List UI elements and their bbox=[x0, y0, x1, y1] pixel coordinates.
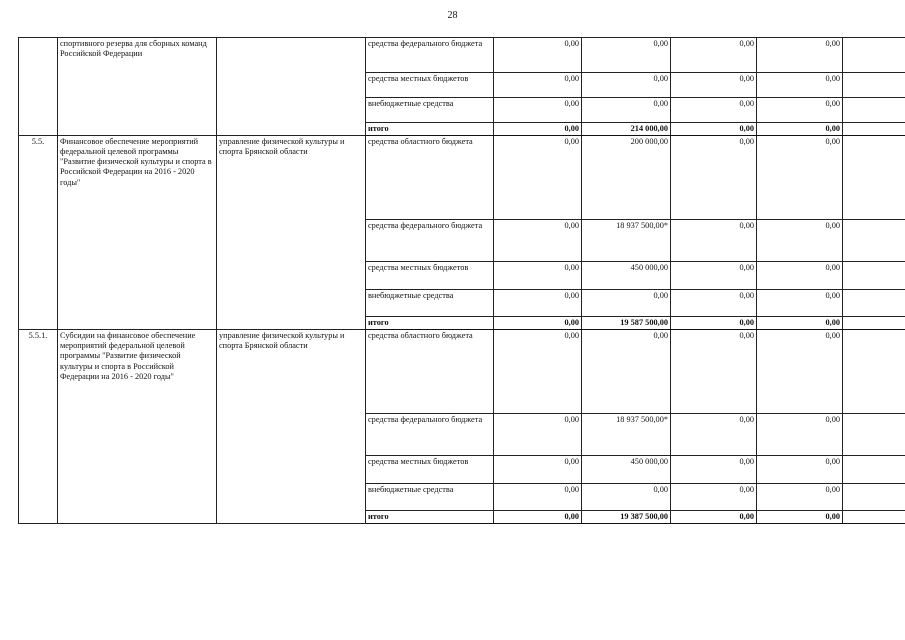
amount-cell: 18 937 500,00* bbox=[582, 414, 671, 456]
amount-cell: 0,00 bbox=[757, 220, 843, 262]
amount-cell: 0,00 bbox=[671, 136, 757, 220]
amount-cell: 0,00 bbox=[494, 262, 582, 290]
amount-cell: 450 000,00 bbox=[582, 456, 671, 484]
empty-cell bbox=[843, 136, 905, 220]
amount-cell: 0,00 bbox=[757, 511, 843, 524]
funding-source-cell: средства федерального бюджета bbox=[366, 414, 494, 456]
table-row bbox=[19, 38, 905, 73]
amount-cell: 0,00 bbox=[671, 98, 757, 123]
funding-source-cell: внебюджетные средства bbox=[366, 98, 494, 123]
amount-cell: 0,00 bbox=[494, 98, 582, 123]
amount-cell: 200 000,00 bbox=[582, 136, 671, 220]
amount-cell: 0,00 bbox=[671, 38, 757, 73]
amount-cell: 0,00 bbox=[671, 330, 757, 414]
amount-cell: 19 587 500,00 bbox=[582, 317, 671, 330]
amount-cell: 0,00 bbox=[494, 317, 582, 330]
measure-title-cell: Финансовое обеспечение мероприятий федеральной целевой программы "Развитие физической культуры и спорта в Российской Федерации на 2016 - 2020 годы" bbox=[58, 136, 217, 330]
amount-cell: 450 000,00 bbox=[582, 262, 671, 290]
executor-cell: управление физической культуры и спорта Брянской области bbox=[217, 330, 366, 524]
funding-source-cell: средства федерального бюджета bbox=[366, 220, 494, 262]
table-row bbox=[19, 136, 905, 220]
empty-cell bbox=[843, 456, 905, 484]
amount-cell: 0,00 bbox=[757, 484, 843, 511]
amount-cell: 19 387 500,00 bbox=[582, 511, 671, 524]
executor-cell: управление физической культуры и спорта Брянской области bbox=[217, 136, 366, 330]
funding-source-cell: средства областного бюджета bbox=[366, 330, 494, 414]
amount-cell: 0,00 bbox=[757, 123, 843, 136]
empty-cell bbox=[843, 73, 905, 98]
amount-cell: 0,00 bbox=[757, 73, 843, 98]
funding-source-cell: итого bbox=[366, 511, 494, 524]
amount-cell: 0,00 bbox=[671, 317, 757, 330]
measure-title-cell: спортивного резерва для сборных команд Российской Федерации bbox=[58, 38, 217, 136]
funding-source-cell: средства областного бюджета bbox=[366, 136, 494, 220]
funding-source-cell: итого bbox=[366, 317, 494, 330]
amount-cell: 0,00 bbox=[671, 484, 757, 511]
amount-cell: 0,00 bbox=[494, 511, 582, 524]
row-number-cell bbox=[19, 38, 58, 136]
amount-cell: 0,00 bbox=[582, 38, 671, 73]
row-number-cell: 5.5.1. bbox=[19, 330, 58, 524]
amount-cell: 0,00 bbox=[494, 290, 582, 317]
empty-cell bbox=[843, 123, 905, 136]
amount-cell: 0,00 bbox=[494, 136, 582, 220]
empty-cell bbox=[843, 414, 905, 456]
amount-cell: 0,00 bbox=[671, 456, 757, 484]
row-number-cell: 5.5. bbox=[19, 136, 58, 330]
empty-cell bbox=[843, 38, 905, 73]
funding-source-cell: средства местных бюджетов bbox=[366, 73, 494, 98]
amount-cell: 0,00 bbox=[757, 414, 843, 456]
amount-cell: 0,00 bbox=[582, 73, 671, 98]
funding-source-cell: средства местных бюджетов bbox=[366, 262, 494, 290]
amount-cell: 0,00 bbox=[582, 330, 671, 414]
funding-source-cell: средства федерального бюджета bbox=[366, 38, 494, 73]
amount-cell: 0,00 bbox=[757, 290, 843, 317]
budget-table bbox=[18, 37, 905, 524]
amount-cell: 0,00 bbox=[494, 38, 582, 73]
amount-cell: 0,00 bbox=[494, 330, 582, 414]
amount-cell: 0,00 bbox=[757, 136, 843, 220]
funding-source-cell: внебюджетные средства bbox=[366, 290, 494, 317]
amount-cell: 0,00 bbox=[582, 484, 671, 511]
amount-cell: 0,00 bbox=[494, 220, 582, 262]
empty-cell bbox=[843, 511, 905, 524]
amount-cell: 0,00 bbox=[671, 290, 757, 317]
funding-source-cell: средства местных бюджетов bbox=[366, 456, 494, 484]
page-number: 28 bbox=[447, 10, 458, 21]
amount-cell: 0,00 bbox=[494, 123, 582, 136]
amount-cell: 0,00 bbox=[494, 484, 582, 511]
empty-cell bbox=[843, 220, 905, 262]
amount-cell: 0,00 bbox=[757, 262, 843, 290]
amount-cell: 0,00 bbox=[671, 123, 757, 136]
amount-cell: 0,00 bbox=[671, 414, 757, 456]
table-row bbox=[19, 330, 905, 414]
empty-cell bbox=[843, 262, 905, 290]
empty-cell bbox=[843, 290, 905, 317]
funding-source-cell: внебюджетные средства bbox=[366, 484, 494, 511]
amount-cell: 0,00 bbox=[494, 73, 582, 98]
amount-cell: 0,00 bbox=[494, 414, 582, 456]
amount-cell: 0,00 bbox=[582, 98, 671, 123]
amount-cell: 0,00 bbox=[757, 98, 843, 123]
empty-cell bbox=[843, 98, 905, 123]
amount-cell: 0,00 bbox=[494, 456, 582, 484]
empty-cell bbox=[843, 317, 905, 330]
amount-cell: 18 937 500,00* bbox=[582, 220, 671, 262]
amount-cell: 214 000,00 bbox=[582, 123, 671, 136]
amount-cell: 0,00 bbox=[671, 220, 757, 262]
amount-cell: 0,00 bbox=[757, 317, 843, 330]
amount-cell: 0,00 bbox=[671, 511, 757, 524]
empty-cell bbox=[843, 330, 905, 414]
amount-cell: 0,00 bbox=[671, 73, 757, 98]
amount-cell: 0,00 bbox=[671, 262, 757, 290]
empty-cell bbox=[843, 484, 905, 511]
funding-source-cell: итого bbox=[366, 123, 494, 136]
amount-cell: 0,00 bbox=[582, 290, 671, 317]
executor-cell bbox=[217, 38, 366, 136]
amount-cell: 0,00 bbox=[757, 330, 843, 414]
amount-cell: 0,00 bbox=[757, 456, 843, 484]
measure-title-cell: Субсидии на финансовое обеспечение мероприятий федеральной целевой программы "Развитие физической культуры и спорта в Российской Федерации на 2016 - 2020 годы" bbox=[58, 330, 217, 524]
amount-cell: 0,00 bbox=[757, 38, 843, 73]
